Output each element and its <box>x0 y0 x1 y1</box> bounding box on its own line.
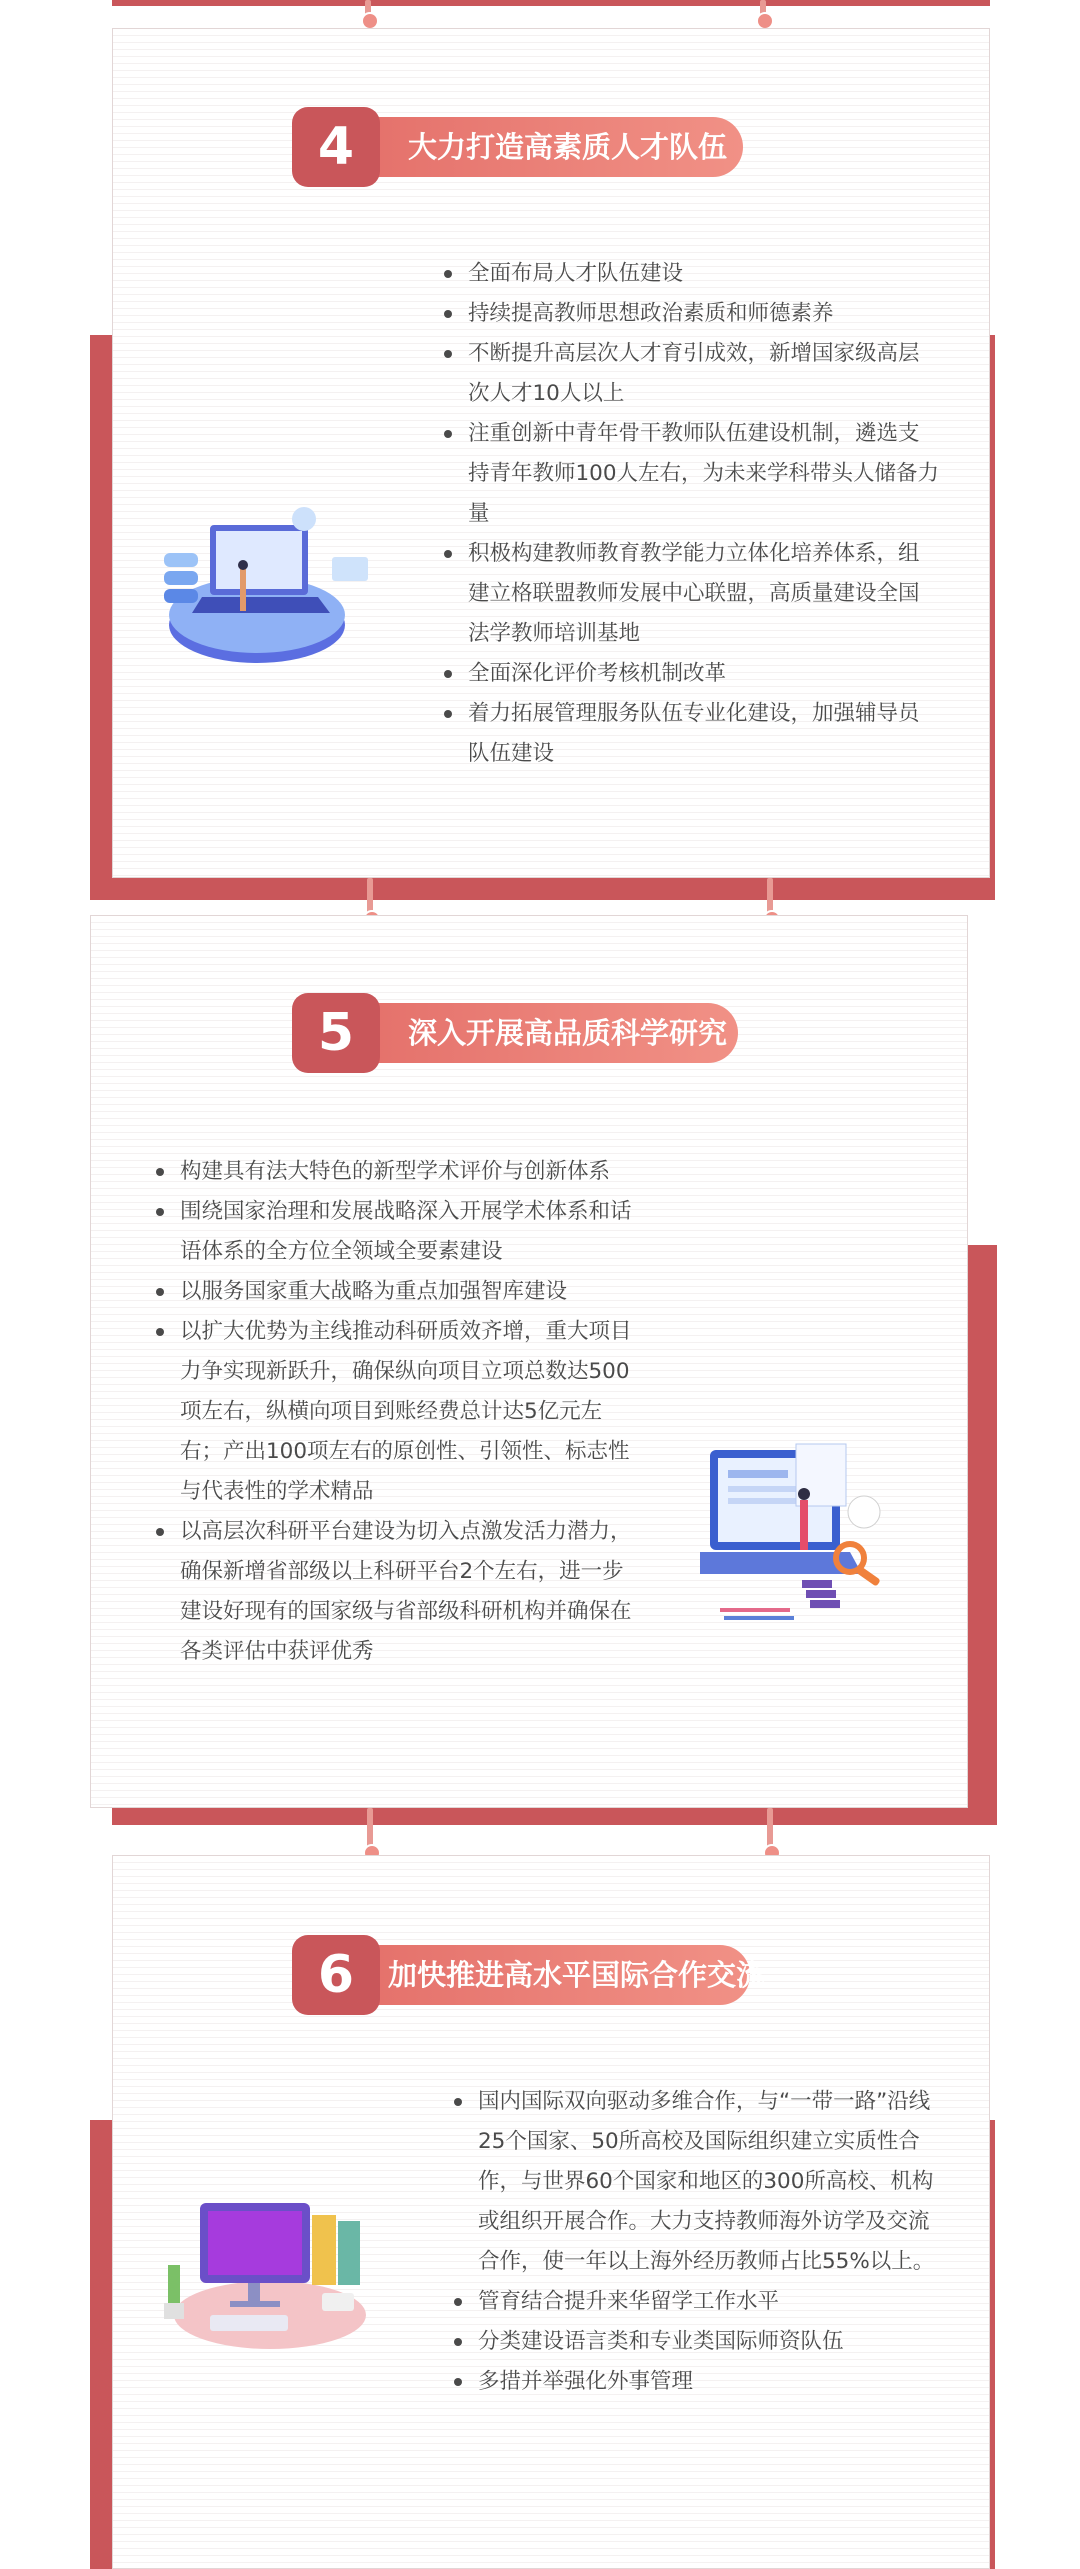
desktop-workspace-illustration <box>160 2185 380 2355</box>
laptop-people-illustration <box>152 505 392 675</box>
list-item: 着力拓展管理服务队伍专业化建设，加强辅导员队伍建设 <box>440 694 940 774</box>
list-item: 不断提升高层次人才育引成效，新增国家级高层次人才10人以上 <box>440 334 940 414</box>
section-6-list <box>450 2082 945 2402</box>
list-item: 持续提高教师思想政治素质和师德素养 <box>440 294 940 334</box>
research-computer-illustration <box>700 1440 910 1640</box>
list-item: 国内国际双向驱动多维合作，与“一带一路”沿线25个国家、50所高校及国际组织建立实质性合作，与世界60个国家和地区的300所高校、机构或组织开展合作。大力支持教师海外访学及交流合作，使一年以上海外经历教师占比55%以上。 <box>450 2082 945 2282</box>
section-5-pin-right <box>767 1808 773 1858</box>
section-6-title: 加快推进高水平国际合作交流 <box>352 1945 750 2005</box>
top-pin-left <box>365 0 371 26</box>
section-4-list <box>440 254 940 774</box>
section-5-title: 深入开展高品质科学研究 <box>352 1003 738 1063</box>
section-4-title: 大力打造高素质人才队伍 <box>352 117 743 177</box>
list-item: 分类建设语言类和专业类国际师资队伍 <box>450 2322 945 2362</box>
section-5-pin-left <box>367 1808 373 1858</box>
list-item: 构建具有法大特色的新型学术评价与创新体系 <box>152 1152 632 1192</box>
list-item: 积极构建教师教育教学能力立体化培养体系，组建立格联盟教师发展中心联盟，高质量建设全国法学教师培训基地 <box>440 534 940 654</box>
section-5-list <box>152 1152 632 1672</box>
section-6-number: 6 <box>292 1935 380 2015</box>
section-4-number: 4 <box>292 107 380 187</box>
list-item: 管育结合提升来华留学工作水平 <box>450 2282 945 2322</box>
list-item: 注重创新中青年骨干教师队伍建设机制，遴选支持青年教师100人左右，为未来学科带头人储备力量 <box>440 414 940 534</box>
list-item: 以服务国家重大战略为重点加强智库建设 <box>152 1272 632 1312</box>
section-5-number: 5 <box>292 993 380 1073</box>
list-item: 多措并举强化外事管理 <box>450 2362 945 2402</box>
list-item: 以扩大优势为主线推动科研质效齐增，重大项目力争实现新跃升，确保纵向项目立项总数达500项左右，纵横向项目到账经费总计达5亿元左右；产出100项左右的原创性、引领性、标志性与代表性的学术精品 <box>152 1312 632 1512</box>
list-item: 全面布局人才队伍建设 <box>440 254 940 294</box>
list-item: 以高层次科研平台建设为切入点激发活力潜力，确保新增省部级以上科研平台2个左右，进一步建设好现有的国家级与省部级科研机构并确保在各类评估中获评优秀 <box>152 1512 632 1672</box>
list-item: 围绕国家治理和发展战略深入开展学术体系和话语体系的全方位全领域全要素建设 <box>152 1192 632 1272</box>
list-item: 全面深化评价考核机制改革 <box>440 654 940 694</box>
top-pin-right <box>760 0 766 26</box>
previous-card-bottom-edge <box>112 0 990 6</box>
